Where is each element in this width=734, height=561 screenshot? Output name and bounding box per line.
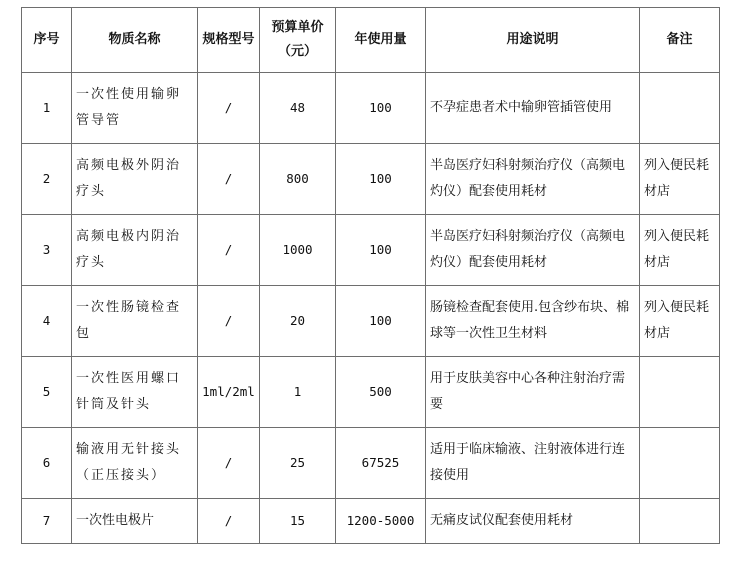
table-row [22, 144, 720, 215]
cell-no: 4 [22, 286, 72, 357]
cell-price: 1 [260, 357, 336, 428]
cell-price: 1000 [260, 215, 336, 286]
cell-no: 5 [22, 357, 72, 428]
cell-use: 用于皮肤美容中心各种注射治疗需要 [426, 357, 640, 428]
cell-spec: / [198, 428, 260, 499]
cell-price: 25 [260, 428, 336, 499]
cell-no: 3 [22, 215, 72, 286]
table-row [22, 286, 720, 357]
cell-note [640, 499, 720, 544]
cell-name: 一次性肠镜检查包 [72, 286, 198, 357]
header-row [22, 8, 720, 73]
cell-note: 列入便民耗材店 [640, 286, 720, 357]
cell-name: 一次性医用螺口针筒及针头 [72, 357, 198, 428]
cell-note [640, 357, 720, 428]
cell-note: 列入便民耗材店 [640, 215, 720, 286]
cell-use: 半岛医疗妇科射频治疗仪（高频电灼仪）配套使用耗材 [426, 144, 640, 215]
cell-use: 无痛皮试仪配套使用耗材 [426, 499, 640, 544]
cell-no: 2 [22, 144, 72, 215]
cell-qty: 1200-5000 [336, 499, 426, 544]
cell-name: 输液用无针接头（正压接头） [72, 428, 198, 499]
header-note: 备注 [640, 8, 720, 73]
table-row [22, 428, 720, 499]
cell-spec: / [198, 73, 260, 144]
cell-no: 6 [22, 428, 72, 499]
cell-name: 高频电极内阴治疗头 [72, 215, 198, 286]
cell-name: 高频电极外阴治疗头 [72, 144, 198, 215]
cell-use: 肠镜检查配套使用.包含纱布块、棉球等一次性卫生材料 [426, 286, 640, 357]
cell-price: 800 [260, 144, 336, 215]
cell-no: 1 [22, 73, 72, 144]
header-spec: 规格型号 [198, 8, 260, 73]
cell-qty: 100 [336, 286, 426, 357]
cell-qty: 100 [336, 73, 426, 144]
cell-price: 20 [260, 286, 336, 357]
cell-spec: / [198, 499, 260, 544]
table-row [22, 499, 720, 544]
header-name: 物质名称 [72, 8, 198, 73]
cell-qty: 500 [336, 357, 426, 428]
table-row [22, 357, 720, 428]
cell-price: 15 [260, 499, 336, 544]
cell-use: 适用于临床输液、注射液体进行连接使用 [426, 428, 640, 499]
cell-spec: 1ml/2ml [198, 357, 260, 428]
header-qty: 年使用量 [336, 8, 426, 73]
cell-note [640, 428, 720, 499]
cell-spec: / [198, 286, 260, 357]
cell-qty: 100 [336, 215, 426, 286]
materials-table [21, 7, 720, 544]
cell-use: 半岛医疗妇科射频治疗仪（高频电灼仪）配套使用耗材 [426, 215, 640, 286]
cell-spec: / [198, 215, 260, 286]
header-price: 预算单价（元） [260, 8, 336, 73]
cell-name: 一次性使用输卵管导管 [72, 73, 198, 144]
cell-note [640, 73, 720, 144]
table-row [22, 215, 720, 286]
table-row [22, 73, 720, 144]
cell-name: 一次性电极片 [72, 499, 198, 544]
cell-price: 48 [260, 73, 336, 144]
cell-qty: 100 [336, 144, 426, 215]
cell-note: 列入便民耗材店 [640, 144, 720, 215]
cell-spec: / [198, 144, 260, 215]
header-use: 用途说明 [426, 8, 640, 73]
header-no: 序号 [22, 8, 72, 73]
cell-no: 7 [22, 499, 72, 544]
cell-use: 不孕症患者术中输卵管插管使用 [426, 73, 640, 144]
cell-qty: 67525 [336, 428, 426, 499]
